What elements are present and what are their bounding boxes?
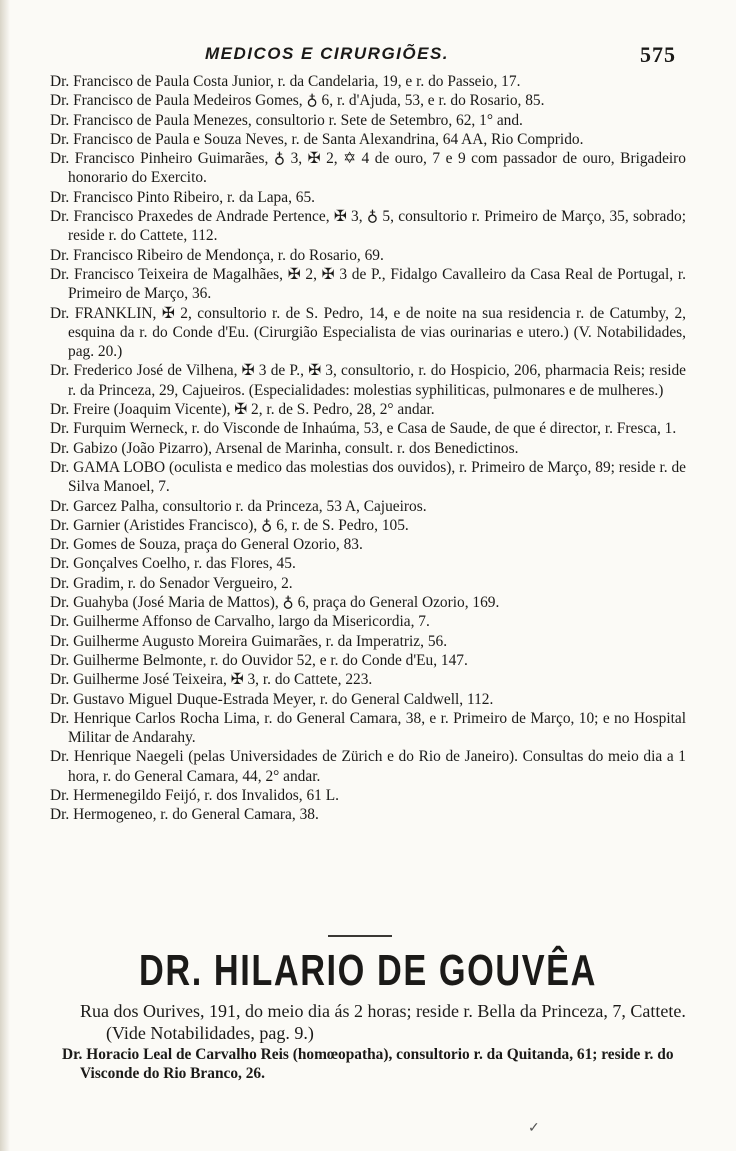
physician-entry: Dr. Henrique Carlos Rocha Lima, r. do General Camara, 38, e r. Primeiro de Março, 10; e no Hospital Militar de Andarahy. [50, 709, 686, 747]
page-header [0, 44, 736, 70]
page-number: 575 [640, 42, 676, 67]
physician-entry: Dr. Guilherme Affonso de Carvalho, largo da Misericordia, 7. [50, 613, 430, 631]
physician-entry: Dr. Guilherme Belmonte, r. do Ouvidor 52, e r. do Conde d'Eu, 147. [50, 651, 468, 669]
pencil-check-mark: ✓ [528, 1121, 540, 1136]
physician-entry: Dr. Furquim Werneck, r. do Visconde de Inhaúma, 53, e Casa de Saude, de que é director, r. Fresca, 1. [50, 420, 677, 438]
physician-entry: Dr. Francisco de Paula e Souza Neves, r. de Santa Alexandrina, 64 AA, Rio Comprido. [50, 130, 584, 148]
physician-entry: Dr. Francisco Ribeiro de Mendonça, r. do Rosario, 69. [50, 246, 384, 264]
physician-entry: Dr. FRANKLIN, ✠ 2, consultorio r. de S. Pedro, 14, e de noite na sua residencia r. de Catumby, 2, esquina da r. do Conde d'Eu. (Cirurgião Especialista de vias ourinarias e utero.) (V. Notabilidades, pag. 20.) [50, 304, 686, 361]
physician-entry: Dr. Gabizo (João Pizarro), Arsenal de Marinha, consult. r. dos Benedictinos. [50, 439, 519, 457]
advert-body: Rua dos Ourives, 191, do meio dia ás 2 horas; reside r. Bella da Princeza, 7, Cattete. (Vide Notabilidades, pag. 9.) [80, 1001, 686, 1043]
page-gutter-shadow [0, 0, 10, 1151]
physician-entry: Dr. Francisco de Paula Costa Junior, r. da Candelaria, 19, e r. do Passeio, 17. [50, 73, 521, 90]
physician-entry: Dr. Hermenegildo Feijó, r. dos Invalidos, 61 L. [50, 786, 339, 804]
physician-entry: Dr. Gonçalves Coelho, r. das Flores, 45. [50, 555, 296, 573]
physician-entry: Dr. Hermogeneo, r. do General Camara, 38. [50, 806, 319, 824]
physician-entry: Dr. Freire (Joaquim Vicente), ✠ 2, r. de S. Pedro, 28, 2° andar. [50, 401, 435, 419]
running-title: MEDICOS E CIRURGIÕES. [205, 44, 450, 63]
physician-entry: Dr. Frederico José de Vilhena, ✠ 3 de P., ✠ 3, consultorio, r. do Hospicio, 206, pharmacia Reis; reside r. da Princeza, 29, Cajueiros. (Especialidades: molestias syphiliticas, pulmonares e de mulheres.) [50, 362, 686, 399]
physician-entry: Dr. Henrique Naegeli (pelas Universidades de Zürich e do Rio de Janeiro). Consultas do meio dia a 1 hora, r. do General Camara, 44, 2° andar. [50, 748, 686, 785]
section-divider [328, 935, 392, 937]
physician-entry: Dr. Francisco Pinheiro Guimarães, ♁ 3, ✠ 2, ✡ 4 de ouro, 7 e 9 com passador de ouro, Brigadeiro honorario do Exercito. [50, 150, 686, 187]
physician-entry: Dr. Guahyba (José Maria de Mattos), ♁ 6, praça do General Ozorio, 169. [50, 594, 500, 612]
advert-title: DR. HILARIO DE GOUVÊA [139, 946, 597, 995]
physician-entry: Dr. Francisco Pinto Ribeiro, r. da Lapa, 65. [50, 188, 316, 206]
physician-entry: Dr. Francisco Praxedes de Andrade Pertence, ✠ 3, ♁ 5, consultorio r. Primeiro de Março, 35, sobrado; reside r. do Cattete, 112. [50, 208, 686, 245]
physician-entry: Dr. GAMA LOBO (oculista e medico das molestias dos ouvidos), r. Primeiro de Março, 89; reside r. de Silva Manoel, 7. [50, 458, 686, 496]
physician-entry: Dr. Gomes de Souza, praça do General Ozorio, 83. [50, 536, 363, 554]
physician-entry-last: Dr. Horacio Leal de Carvalho Reis (homœopatha), consultorio r. da Quitanda, 61; reside r. do Visconde do Rio Branco, 26. [62, 1046, 674, 1083]
physician-entries [50, 72, 686, 825]
physician-entry: Dr. Francisco Teixeira de Magalhães, ✠ 2, ✠ 3 de P., Fidalgo Cavalleiro da Casa Real de Portugal, r. Primeiro de Março, 36. [50, 265, 686, 303]
physician-entry: Dr. Garnier (Aristides Francisco), ♁ 6, r. de S. Pedro, 105. [50, 516, 409, 534]
physician-entry: Dr. Francisco de Paula Menezes, consultorio r. Sete de Setembro, 62, 1° and. [50, 111, 523, 129]
physician-entry: Dr. Francisco de Paula Medeiros Gomes, ♁ 6, r. d'Ajuda, 53, e r. do Rosario, 85. [50, 92, 545, 110]
physician-entry: Dr. Guilherme Augusto Moreira Guimarães, r. da Imperatriz, 56. [50, 632, 448, 650]
physician-entry: Dr. Gustavo Miguel Duque-Estrada Meyer, r. do General Caldwell, 112. [50, 690, 494, 708]
physician-entry: Dr. Guilherme José Teixeira, ✠ 3, r. do Cattete, 223. [50, 671, 373, 689]
physician-entry: Dr. Garcez Palha, consultorio r. da Princeza, 53 A, Cajueiros. [50, 497, 427, 515]
physician-entry: Dr. Gradim, r. do Senador Vergueiro, 2. [50, 574, 293, 592]
